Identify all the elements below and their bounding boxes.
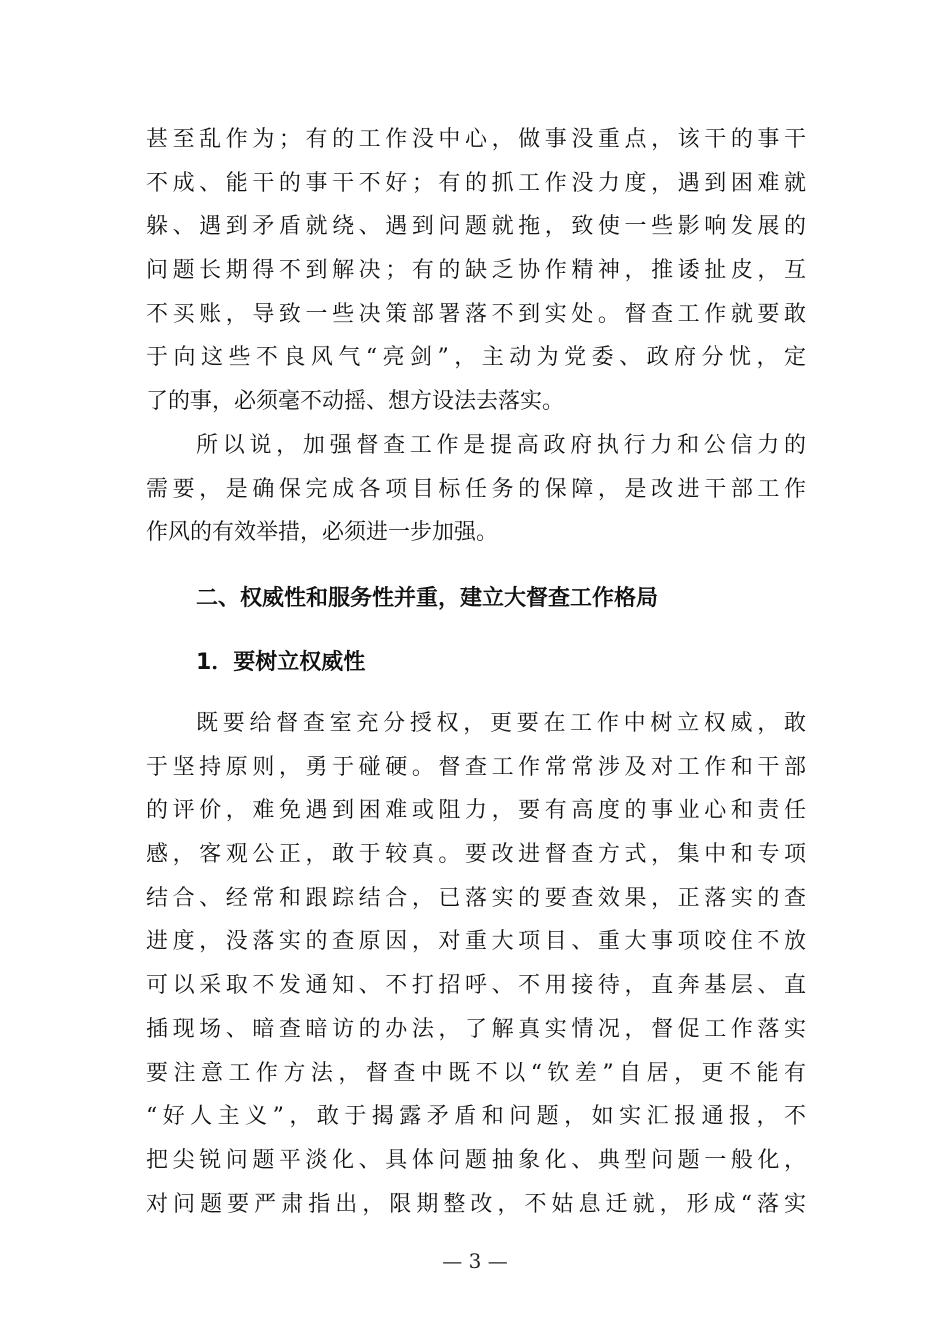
text-line: 于向这些不良风气“亮剑”，主动为党委、政府分忧，定 — [146, 345, 806, 371]
subsection-heading: 1．要树立权威性 — [196, 650, 366, 675]
text-line: 既要给督查室充分授权，更要在工作中树立权威，敢 — [196, 711, 806, 736]
text-line: 不买账，导致一些决策部署落不到实处。督查工作就要敢 — [146, 301, 806, 327]
text-line: 作风的有效举措，必须进一步加强。 — [146, 520, 499, 546]
text-line: 问题长期得不到解决；有的缺乏协作精神，推诿扯皮，互 — [146, 258, 806, 284]
text-line: 了的事，必须毫不动摇、想方设法去落实。 — [146, 389, 565, 415]
text-line: 插现场、暗查暗访的办法，了解真实情况，督促工作落实 — [146, 1016, 806, 1042]
text-line: 要注意工作方法，督查中既不以“钦差”自居，更不能有 — [146, 1060, 806, 1086]
paragraph-conclusion — [146, 424, 806, 555]
text-line: 躲、遇到矛盾就绕、遇到问题就拖，致使一些影响发展的 — [146, 214, 806, 240]
text-line: 进度，没落实的查原因，对重大项目、重大事项咬住不放 — [146, 929, 806, 955]
text-line: 的评价，难免遇到困难或阻力，要有高度的事业心和责任 — [146, 798, 806, 824]
section-heading: 二、权威性和服务性并重，建立大督查工作格局 — [196, 586, 659, 611]
text-line: 结合、经常和跟踪结合，已落实的要查效果，正落实的查 — [146, 885, 806, 911]
text-line: 可以采取不发通知、不打招呼、不用接待，直奔基层、直 — [146, 973, 806, 999]
text-line: 感，客观公正，敢于较真。要改进督查方式，集中和专项 — [146, 842, 806, 868]
text-line: 于坚持原则，勇于碰硬。督查工作常常涉及对工作和干部 — [146, 754, 806, 780]
text-line: “好人主义”，敢于揭露矛盾和问题，如实汇报通报，不 — [146, 1104, 806, 1130]
text-line: 把尖锐问题平淡化、具体问题抽象化、典型问题一般化， — [146, 1147, 806, 1173]
text-line: 甚至乱作为；有的工作没中心，做事没重点，该干的事干 — [146, 127, 806, 152]
page-number: — 3 — — [442, 1249, 508, 1273]
text-line: 不成、能干的事干不好；有的抓工作没力度，遇到困难就 — [146, 170, 806, 196]
paragraph-authority — [146, 702, 806, 1226]
paragraph-continuation — [146, 118, 806, 424]
text-line: 需要，是确保完成各项目标任务的保障，是改进干部工作 — [146, 476, 806, 502]
text-line: 对问题要严肃指出，限期整改，不姑息迁就，形成“落实 — [146, 1191, 806, 1217]
text-line: 所以说，加强督查工作是提高政府执行力和公信力的 — [196, 433, 806, 458]
